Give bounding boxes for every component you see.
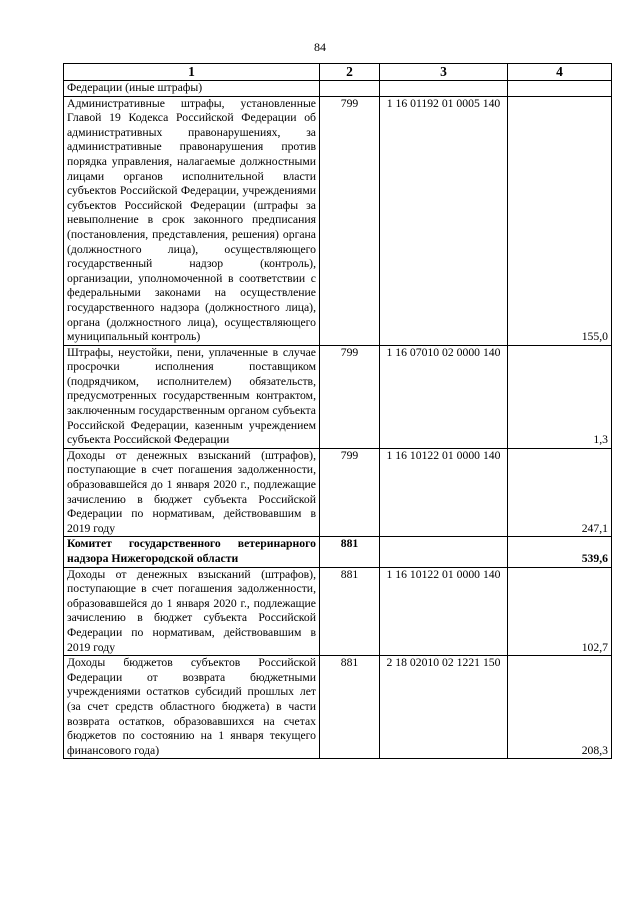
budget-table <box>63 63 612 759</box>
table-row <box>64 345 612 448</box>
row-admin-code: 799 <box>320 448 380 537</box>
row-revenue-code: 1 16 07010 02 0000 140 <box>380 345 508 448</box>
table-row <box>64 567 612 656</box>
table-row <box>64 656 612 759</box>
table-body <box>64 81 612 759</box>
row-amount: 208,3 <box>508 656 612 759</box>
row-amount: 1,3 <box>508 345 612 448</box>
row-admin-code: 799 <box>320 96 380 345</box>
row-admin-code <box>320 81 380 97</box>
row-amount: 247,1 <box>508 448 612 537</box>
row-revenue-code <box>380 81 508 97</box>
row-admin-code: 799 <box>320 345 380 448</box>
table-row <box>64 537 612 567</box>
row-name: Федерации (иные штрафы) <box>64 81 320 97</box>
row-admin-code: 881 <box>320 656 380 759</box>
row-revenue-code: 1 16 10122 01 0000 140 <box>380 567 508 656</box>
row-amount <box>508 81 612 97</box>
table-row <box>64 96 612 345</box>
row-name: Доходы бюджетов субъектов Российской Федерации от возврата бюджетными учреждениями остатков субсидий прошлых лет (за счет средств областного бюджета) в части возврата остатков, образовавшихся на счетах бюджетов по состоянию на 1 января текущего финансового года) <box>64 656 320 759</box>
table-row <box>64 81 612 97</box>
table-row <box>64 448 612 537</box>
row-revenue-code: 1 16 01192 01 0005 140 <box>380 96 508 345</box>
row-name: Комитет государственного ветеринарного надзора Нижегородской области <box>64 537 320 567</box>
row-name: Доходы от денежных взысканий (штрафов), поступающие в счет погашения задолженности, образовавшейся до 1 января 2020 г., подлежащие зачислению в бюджет субъекта Российской Федерации по нормативам, действовавшим в 2019 году <box>64 567 320 656</box>
row-revenue-code <box>380 537 508 567</box>
row-name: Штрафы, неустойки, пени, уплаченные в случае просрочки исполнения поставщиком (подрядчиком, исполнителем) обязательств, предусмотренных государственным контрактом, заключенным государственным органом субъекта Российской Федерации, казенным учреждением субъекта Российской Федерации <box>64 345 320 448</box>
page-number: 84 <box>314 40 326 54</box>
row-amount: 155,0 <box>508 96 612 345</box>
row-name: Административные штрафы, установленные Главой 19 Кодекса Российской Федерации об административных правонарушениях, за административные правонарушения против порядка управления, налагаемые должностными лицами органов исполнительной власти субъектов Российской Федерации, учреждениями субъектов Российской Федерации (штрафы за невыполнение в срок законного предписания (постановления, представления, решения) органа (должностного лица), осуществляющего государственный надзор (контроль), организации, уполномоченной в соответствии с федеральными законами на осуществление государственного надзора (должностного лица), органа (должностного лица), осуществляющего муниципальный контроль) <box>64 96 320 345</box>
row-amount: 539,6 <box>508 537 612 567</box>
header-col-1: 1 <box>64 64 320 81</box>
row-revenue-code: 2 18 02010 02 1221 150 <box>380 656 508 759</box>
row-revenue-code: 1 16 10122 01 0000 140 <box>380 448 508 537</box>
header-col-3: 3 <box>380 64 508 81</box>
row-admin-code: 881 <box>320 567 380 656</box>
row-admin-code: 881 <box>320 537 380 567</box>
table-header-row <box>64 64 612 81</box>
header-col-4: 4 <box>508 64 612 81</box>
row-amount: 102,7 <box>508 567 612 656</box>
header-col-2: 2 <box>320 64 380 81</box>
row-name: Доходы от денежных взысканий (штрафов), поступающие в счет погашения задолженности, образовавшейся до 1 января 2020 г., подлежащие зачислению в бюджет субъекта Российской Федерации по нормативам, действовавшим в 2019 году <box>64 448 320 537</box>
